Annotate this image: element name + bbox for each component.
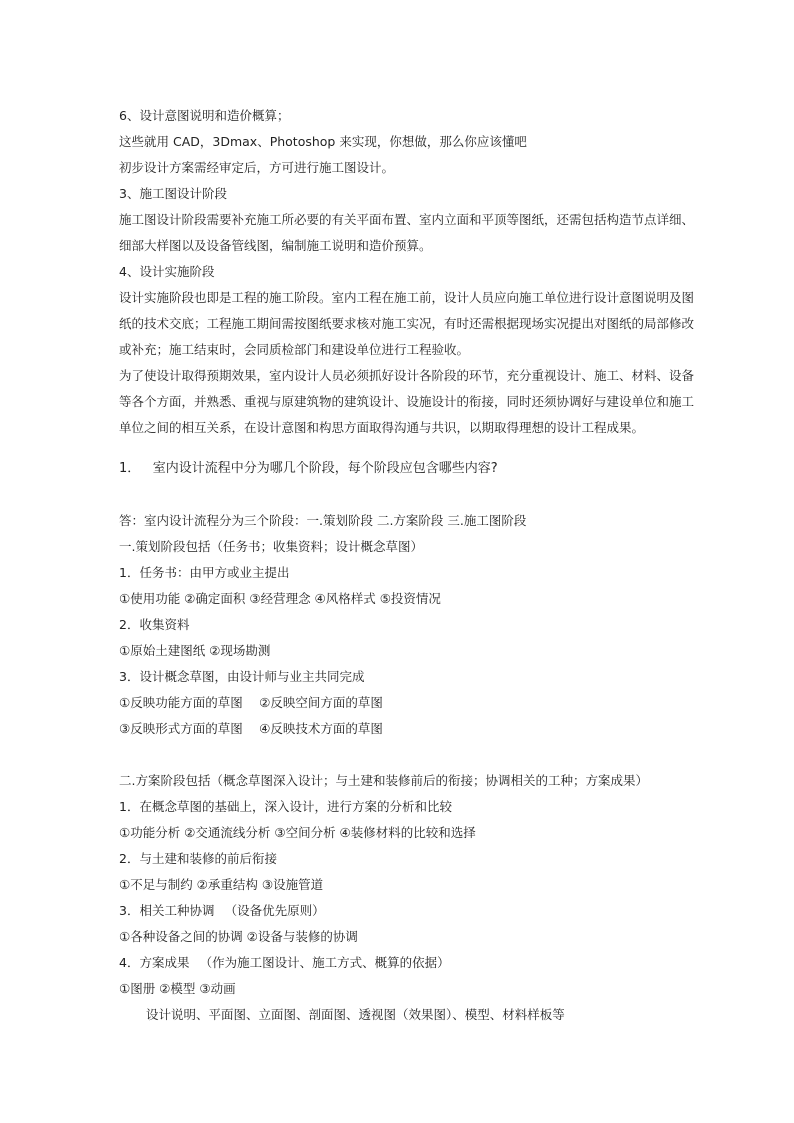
list-item: 3．相关工种协调 （设备优先原则） [119, 903, 325, 918]
heading-construction-drawing-stage: 3、施工图设计阶段 [119, 186, 227, 201]
paragraph-line: 施工图设计阶段需要补充施工所必要的有关平面布置、室内立面和平顶等图纸，还需包括构造节点详细、 [119, 212, 695, 227]
phase2-heading: 二.方案阶段包括（概念草图深入设计；与土建和装修前后的衔接；协调相关的工种；方案成果） [119, 773, 648, 788]
review-text: 初步设计方案需经审定后，方可进行施工图设计。 [119, 160, 395, 175]
list-item: 2．收集资料 [119, 617, 190, 632]
question-heading [119, 461, 498, 477]
list-item: 2．与土建和装修的前后衔接 [119, 851, 277, 866]
paragraph-line: 单位之间的相互关系，在设计意图和构思方面取得沟通与共识，以期取得理想的设计工程成果。 [119, 420, 645, 435]
list-item: ①各种设备之间的协调 ②设备与装修的协调 [119, 929, 358, 944]
heading-implementation-stage: 4、设计实施阶段 [119, 264, 215, 279]
tools-text: 这些就用 CAD，3Dmax、Photoshop 来实现，你想做，那么你应该懂吧 [119, 134, 527, 149]
list-item: ③反映形式方面的草图 ④反映技术方面的草图 [119, 721, 383, 736]
paragraph-line: 为了使设计取得预期效果，室内设计人员必须抓好设计各阶段的环节，充分重视设计、施工、材料、设备 [119, 368, 695, 383]
list-item: 1．在概念草图的基础上，深入设计，进行方案的分析和比较 [119, 799, 452, 814]
paragraph-line: 或补充；施工结束时，会同质检部门和建设单位进行工程验收。 [119, 342, 470, 357]
list-item: ①使用功能 ②确定面积 ③经营理念 ④风格样式 ⑤投资情况 [119, 591, 441, 606]
phase1-heading: 一.策划阶段包括（任务书；收集资料；设计概念草图） [119, 539, 423, 554]
question-number: 1． [119, 461, 141, 476]
list-item-design-intent: 6、设计意图说明和造价概算； [119, 108, 290, 123]
paragraph-line: 等各个方面，并熟悉、重视与原建筑物的建筑设计、设施设计的衔接，同时还须协调好与建设单位和施工 [119, 394, 695, 409]
question-text: 室内设计流程中分为哪几个阶段，每个阶段应包含哪些内容? [152, 461, 498, 476]
list-item: ①原始土建图纸 ②现场勘测 [119, 643, 271, 658]
paragraph-line: 纸的技术交底；工程施工期间需按图纸要求核对施工实况，有时还需根据现场实况提出对图纸的局部修改 [119, 316, 695, 331]
list-item: 4．方案成果 （作为施工图设计、施工方式、概算的依据） [119, 955, 450, 970]
list-item: ①图册 ②模型 ③动画 [119, 981, 236, 996]
deliverables-detail: 设计说明、平面图、立面图、剖面图、透视图（效果图）、模型、材料样板等 [146, 1007, 565, 1022]
paragraph-line: 设计实施阶段也即是工程的施工阶段。室内工程在施工前，设计人员应向施工单位进行设计意图说明及图 [119, 290, 695, 305]
paragraph-line: 细部大样图以及设备管线图，编制施工说明和造价预算。 [119, 238, 432, 253]
list-item: 1．任务书：由甲方或业主提出 [119, 565, 290, 580]
list-item: ①功能分析 ②交通流线分析 ③空间分析 ④装修材料的比较和选择 [119, 825, 476, 840]
list-item: ①不足与制约 ②承重结构 ③设施管道 [119, 877, 324, 892]
list-item: 3．设计概念草图，由设计师与业主共同完成 [119, 669, 365, 684]
list-item: ①反映功能方面的草图 ②反映空间方面的草图 [119, 695, 383, 710]
answer-summary: 答：室内设计流程分为三个阶段：一.策划阶段 二.方案阶段 三.施工图阶段 [119, 513, 527, 528]
